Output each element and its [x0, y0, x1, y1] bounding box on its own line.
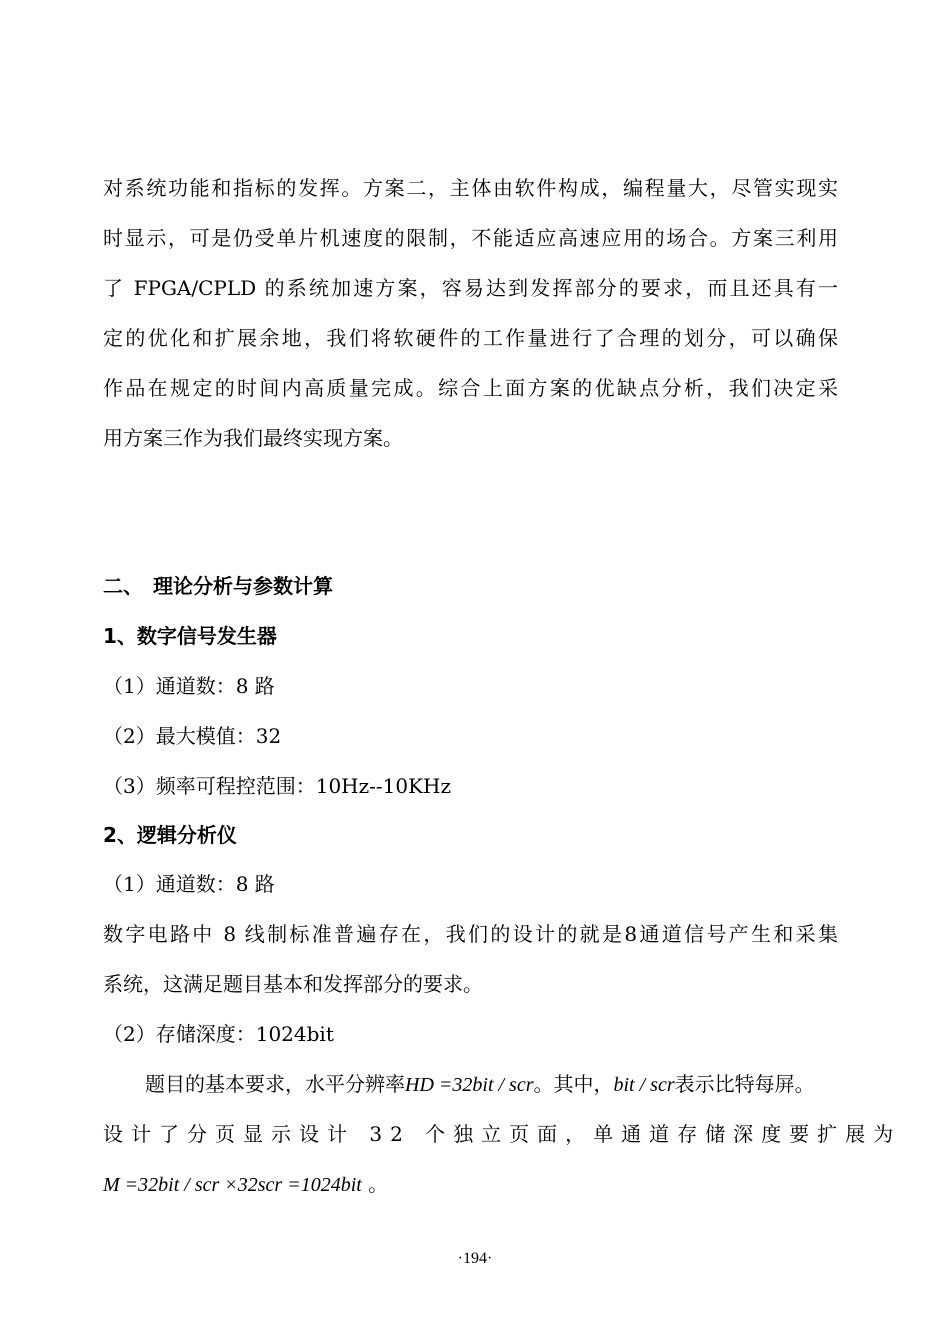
list-item: （3）频率可程控范围：10Hz--10KHz [103, 774, 452, 798]
paragraph-line: 数字电路中 8 线制标准普遍存在，我们的设计的就是8通道信号产生和采集 [103, 922, 838, 946]
paragraph-line: 定的优化和扩展余地，我们将软硬件的工作量进行了合理的划分，可以确保 [103, 326, 838, 350]
list-item: （1）通道数：8 路 [103, 872, 275, 896]
paragraph-line: 对系统功能和指标的发挥。方案二，主体由软件构成，编程量大，尽管实现实 [103, 176, 838, 200]
formula-paragraph-line [145, 1070, 838, 1099]
list-item: （2）最大模值：32 [103, 724, 282, 748]
text-fragment: 。 [361, 1172, 389, 1196]
paragraph-line: 时显示，可是仍受单片机速度的限制，不能适应高速应用的场合。方案三利用 [103, 226, 838, 250]
text-fragment: 。其中， [533, 1072, 614, 1096]
subsection-heading: 1、数字信号发生器 [103, 624, 277, 648]
paragraph-line: 设计了分页显示设计 32 个独立页面，单通道存储深度要扩展为 [103, 1122, 902, 1146]
formula-m: M =32bit / scr ×32scr =1024bit [103, 1174, 362, 1196]
text-fragment: 表示比特每屏。 [674, 1072, 815, 1096]
text-fragment: 题目的基本要求，水平分辨率 [145, 1072, 405, 1096]
formula-bit-per-screen: bit / scr [613, 1074, 675, 1096]
subsection-heading: 2、逻辑分析仪 [103, 823, 237, 847]
formula-line [103, 1170, 838, 1199]
list-item: （2）存储深度：1024bit [103, 1022, 334, 1046]
paragraph-line: 了 FPGA/CPLD 的系统加速方案，容易达到发挥部分的要求，而且还具有一 [103, 276, 838, 300]
section-heading: 二、 理论分析与参数计算 [103, 574, 333, 598]
paragraph-line: 用方案三作为我们最终实现方案。 [103, 426, 403, 450]
paragraph-line: 作品在规定的时间内高质量完成。综合上面方案的优缺点分析，我们决定采 [103, 376, 838, 400]
paragraph-line: 系统，这满足题目基本和发挥部分的要求。 [103, 972, 483, 996]
list-item: （1）通道数：8 路 [103, 674, 275, 698]
formula-hd: HD =32bit / scr [405, 1074, 534, 1096]
page-number: ·194· [457, 1250, 493, 1267]
